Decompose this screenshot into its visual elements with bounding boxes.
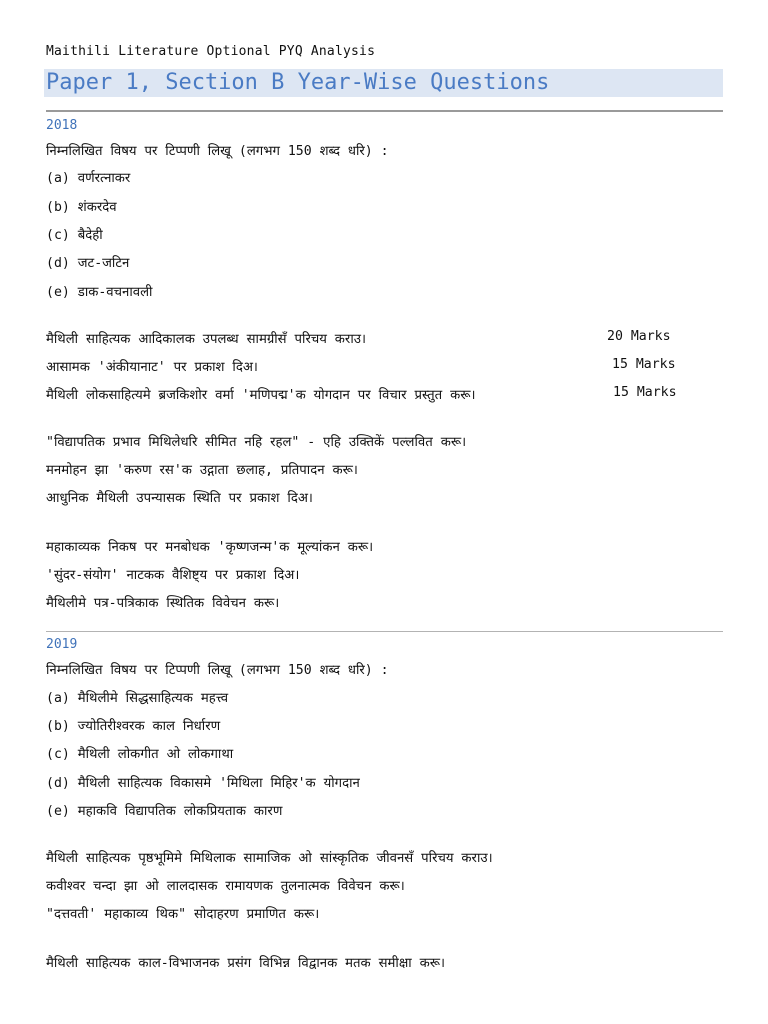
question-text: 'सुंदर-संयोग' नाटकक वैशिष्ट्य पर प्रकाश दिअ। — [46, 568, 300, 583]
question-text: आधुनिक मैथिली उपन्यासक स्थिति पर प्रकाश दिअ। — [46, 491, 313, 506]
marks-label: 20 Marks — [607, 329, 671, 344]
list-item: (e) डाक-वचनावली — [46, 285, 153, 300]
list-item: (e) महाकवि विद्यापतिक लोकप्रियताक कारण — [46, 804, 283, 819]
year-heading-2019: 2019 — [46, 637, 78, 652]
section-divider — [46, 631, 723, 632]
list-item: (d) जट-जटिन — [46, 256, 130, 271]
list-item: (c) बैदेही — [46, 228, 103, 243]
question-text: मैथिली साहित्यक काल-विभाजनक प्रसंग विभिन्न विद्वानक मतक समीक्षा करू। — [46, 956, 446, 971]
question-text: मैथिली लोकसाहित्यमे ब्रजकिशोर वर्मा 'मणिपद्म'क योगदान पर विचार प्रस्तुत करू। — [46, 388, 476, 403]
question-text: मैथिलीमे पत्र-पत्रिकाक स्थितिक विवेचन करू। — [46, 596, 280, 611]
year-heading-2018: 2018 — [46, 118, 78, 133]
question-text: महाकाव्यक निकष पर मनबोधक 'कृष्णजन्म'क मूल्यांकन करू। — [46, 540, 374, 555]
note-prompt-2019: निम्नलिखित विषय पर टिप्पणी लिखू (लगभग 150 शब्द धरि) : — [46, 663, 389, 678]
title-divider — [46, 110, 723, 112]
list-item: (a) मैथिलीमे सिद्धसाहित्यक महत्त्व — [46, 691, 229, 706]
marks-label: 15 Marks — [613, 385, 677, 400]
note-prompt-2018: निम्नलिखित विषय पर टिप्पणी लिखू (लगभग 150 शब्द धरि) : — [46, 144, 389, 159]
page-title: Paper 1, Section B Year-Wise Questions — [44, 69, 723, 97]
question-text: मैथिली साहित्यक आदिकालक उपलब्ध सामग्रीसँ परिचय कराउ। — [46, 332, 366, 347]
document-header: Maithili Literature Optional PYQ Analysis — [46, 44, 376, 59]
list-item: (c) मैथिली लोकगीत ओ लोकगाथा — [46, 747, 234, 762]
marks-label: 15 Marks — [612, 357, 676, 372]
question-text: "विद्यापतिक प्रभाव मिथिलेधरि सीमित नहि रहल" - एहि उक्तिकें पल्लवित करू। — [46, 435, 467, 450]
question-text: मनमोहन झा 'करुण रस'क उद्गाता छलाह, प्रतिपादन करू। — [46, 463, 358, 478]
list-item: (d) मैथिली साहित्यक विकासमे 'मिथिला मिहिर'क योगदान — [46, 776, 360, 791]
question-text: मैथिली साहित्यक पृष्ठभूमिमे मिथिलाक सामाजिक ओ सांस्कृतिक जीवनसँ परिचय कराउ। — [46, 851, 493, 866]
question-text: आसामक 'अंकीयानाट' पर प्रकाश दिअ। — [46, 360, 258, 375]
question-text: "दत्तवती' महाकाव्य थिक" सोदाहरण प्रमाणित करू। — [46, 907, 320, 922]
question-text: कवीश्वर चन्दा झा ओ लालदासक रामायणक तुलनात्मक विवेचन करू। — [46, 879, 405, 894]
list-item: (b) शंकरदेव — [46, 200, 117, 215]
list-item: (a) वर्णरत्नाकर — [46, 171, 131, 186]
list-item: (b) ज्योतिरीश्वरक काल निर्धारण — [46, 719, 221, 734]
